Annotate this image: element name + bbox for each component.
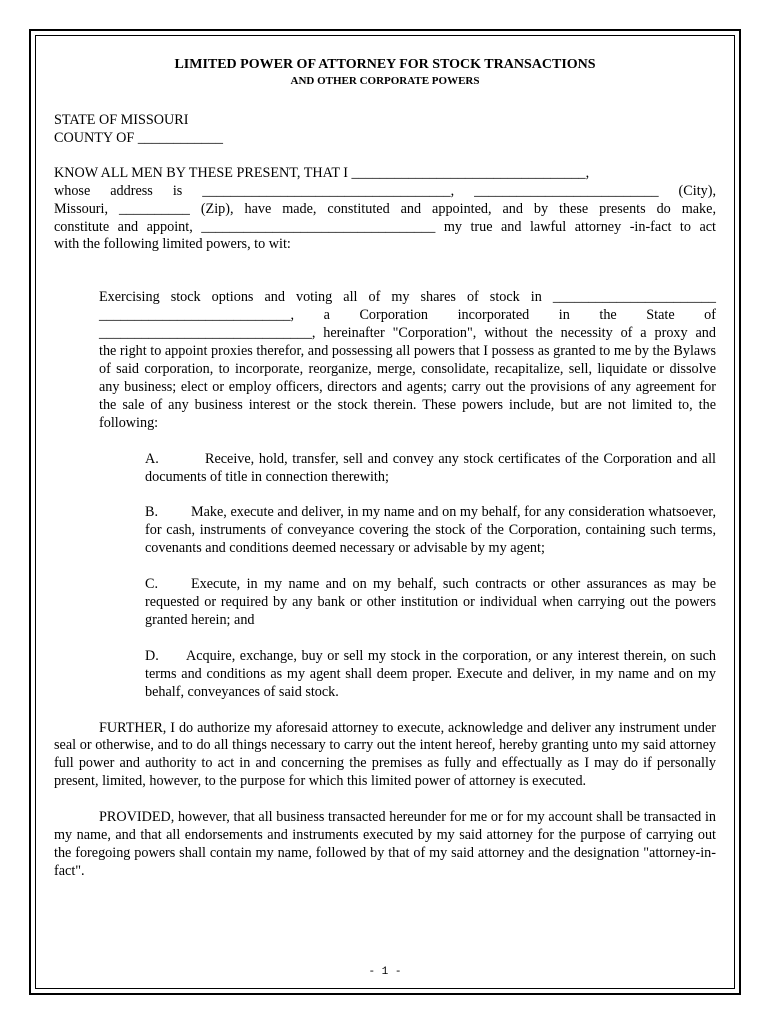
item-a bbox=[54, 451, 716, 487]
item-text: Receive, hold, transfer, sell and convey any stock certificates of the Corporation and all documents of title in connection therewith; bbox=[145, 450, 716, 485]
state-line: STATE OF MISSOURI bbox=[54, 112, 189, 128]
item-label: D. bbox=[145, 647, 159, 664]
item-d bbox=[54, 648, 716, 702]
intro-line: KNOW ALL MEN BY THESE PRESENT, THAT I _________________________________, bbox=[54, 164, 590, 181]
item-c bbox=[54, 576, 716, 630]
item-text: Acquire, exchange, buy or sell my stock in the corporation, or any interest therein, on such terms and conditions as my agent shall deem proper. Execute and deliver, in my name and on my behalf, conveyances of said stock. bbox=[145, 647, 716, 700]
document-subtitle: AND OTHER CORPORATE POWERS bbox=[290, 75, 480, 87]
intro-line: with the following limited powers, to wit: bbox=[54, 236, 291, 253]
intro-line: whose address is ___________________________________, __________________________ (City), bbox=[54, 182, 716, 199]
item-label: A. bbox=[145, 450, 159, 467]
item-b bbox=[54, 504, 716, 558]
item-text: Make, execute and deliver, in my name and on my behalf, for any consideration whatsoever, for cash, instruments of conveyance covering the stock of the Corporation, containing such terms, covenants and conditions deemed necessary or advisable by my agent; bbox=[145, 504, 716, 557]
page-number: - 1 - bbox=[368, 966, 402, 978]
provided-paragraph: PROVIDED, however, that all business transacted hereunder for me or for my account shall be transacted in my name, and that all endorsements and instruments executed by my said attorney for the purpose of carrying out the foregoing powers shall contain my name, followed by that of my said attorney and the designation "attorney-in-fact". bbox=[54, 809, 716, 879]
document-title: LIMITED POWER OF ATTORNEY FOR STOCK TRANSACTIONS bbox=[174, 57, 596, 72]
document-body bbox=[54, 56, 716, 881]
exercising-paragraph bbox=[54, 289, 716, 432]
exercising-line: Exercising stock options and voting all of my shares of stock in _______________________ bbox=[99, 289, 716, 306]
intro-line: Missouri, __________ (Zip), have made, constituted and appointed, and by these presents do make, bbox=[54, 200, 716, 217]
item-text: Execute, in my name and on my behalf, such contracts or other assurances as may be requested or required by any bank or other institution or individual when carrying out the powers granted herein; and bbox=[145, 576, 716, 628]
further-paragraph: FURTHER, I do authorize my aforesaid attorney to execute, acknowledge and deliver any instrument under seal or otherwise, and to do all things necessary to carry out the intent hereof, hereby granting unto my said attorney full power and authority to act in and concerning the premises as fully and effectually as I may do if personally present, limited, however, to the purpose for which this limited power of attorney is executed. bbox=[54, 719, 716, 790]
exercising-line: ___________________________, a Corporation incorporated in the State of bbox=[99, 307, 716, 324]
intro-line: constitute and appoint, _________________________________ my true and lawful attorney -in-fact to act bbox=[54, 218, 716, 235]
item-label: B. bbox=[145, 504, 159, 521]
exercising-line: ______________________________, hereinafter "Corporation", without the necessity of a proxy and bbox=[99, 325, 716, 342]
county-line: COUNTY OF ____________ bbox=[54, 129, 223, 146]
intro-paragraph bbox=[54, 165, 716, 255]
item-label: C. bbox=[145, 576, 159, 593]
exercising-text: the right to appoint proxies therefor, and possessing all powers that I possess as granted to me by the Bylaws of said corporation, to incorporate, reorganize, merge, consolidate, recapitalize, sell, liquidate or dissolve any business; elect or employ officers, directors and agents; carry out the provisions of any agreement for the sale of any business interest or the stock therein. These powers include, but are not limited to, the following: bbox=[99, 343, 716, 431]
